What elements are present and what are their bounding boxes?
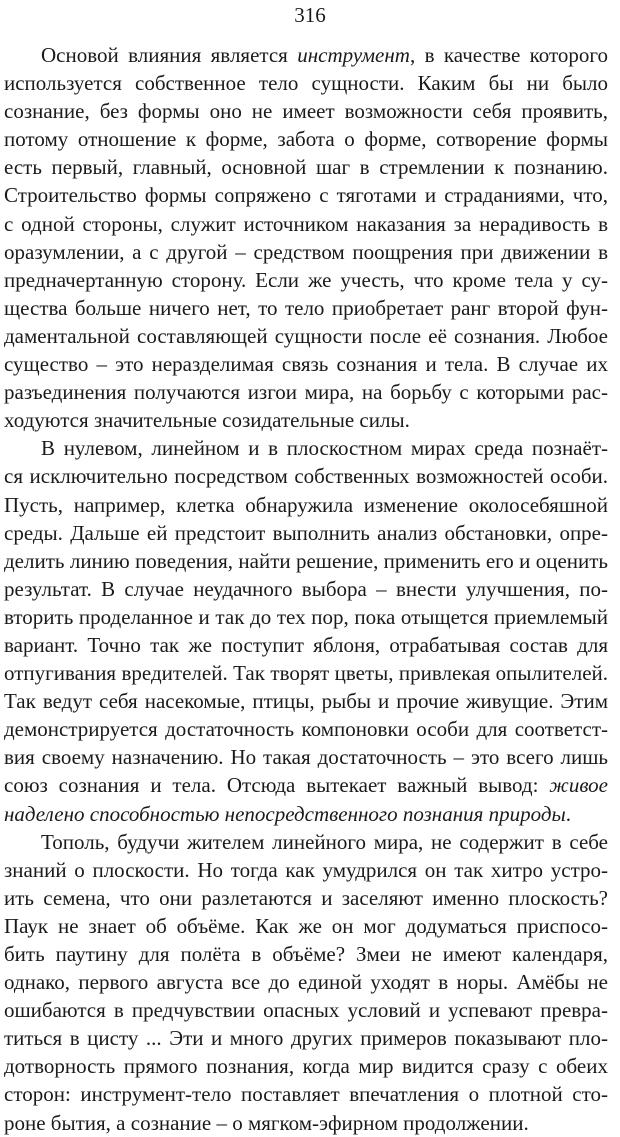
text-line <box>4 884 608 912</box>
text-segment: есть первый, главный, основной шаг в стремлении к познанию. <box>4 155 608 180</box>
italic-text: инструмент <box>297 43 410 67</box>
text-segment: сознание, без формы оно не имеет возможности себя проявить, <box>4 99 608 124</box>
text-line <box>4 462 608 490</box>
page-text <box>4 41 608 1137</box>
text-segment: оразумлении, а с другой – средством поощрения при движении в <box>4 239 608 264</box>
text-line <box>4 828 608 856</box>
text-segment: . <box>565 801 571 826</box>
text-line <box>4 181 608 209</box>
text-segment: ходуются значительные созидательные силы. <box>4 408 410 433</box>
text-line <box>4 378 608 406</box>
text-segment: с одной стороны, служит источником наказания за нерадивость в <box>4 211 608 236</box>
text-line <box>4 968 608 996</box>
text-segment: используется собственное тело сущности. Каким бы ни было <box>4 71 608 96</box>
text-segment: ся исключительно посредством собственных возможностей особи. <box>4 464 608 489</box>
text-line <box>4 125 608 153</box>
paragraph <box>4 828 608 1137</box>
text-segment: даментальной составляющей сущности после её сознания. Любое <box>4 323 608 348</box>
text-segment: знаний о плоскости. Но тогда как умудрился он так хитро устро- <box>4 857 608 882</box>
text-line <box>4 350 608 378</box>
text-segment: предначертанную сторону. Если же учесть, что кроме тела у су- <box>4 267 608 292</box>
text-line <box>4 659 608 687</box>
text-segment: вариант. Точно так же поступит яблоня, отрабатывая состав для <box>4 632 608 657</box>
text-line <box>4 153 608 181</box>
text-line <box>4 631 608 659</box>
text-line <box>4 856 608 884</box>
text-segment: среды. Дальше ей предстоит выполнить анализ обстановки, опре- <box>4 520 608 545</box>
text-segment: результат. В случае неудачного выбора – внести улучшения, по- <box>4 576 608 601</box>
text-line <box>4 97 608 125</box>
text-segment: Пусть, например, клетка обнаружила изменение околосебяшной <box>4 492 608 517</box>
text-segment: вторить проделанное и так до тех пор, пока отыщется приемлемый <box>4 604 608 629</box>
text-line <box>4 519 608 547</box>
text-segment: делить линию поведения, найти решение, применить его и оценить <box>4 548 608 573</box>
text-segment: отпугивания вредителей. Так творят цветы, привлекая опылителей. <box>4 661 608 686</box>
text-line <box>4 603 608 631</box>
text-segment: В нулевом, линейном и в плоскостном мирах среда познаёт- <box>41 436 608 461</box>
text-segment: щества больше ничего нет, то тело приобретает ранг второй фун- <box>4 295 608 320</box>
italic-text: наделено способностью непосредственного познания природы <box>4 801 566 826</box>
text-line <box>4 1109 608 1137</box>
page-number: 316 <box>294 3 326 27</box>
paragraph <box>4 434 608 827</box>
text-segment: демонстрируется достаточность компоновки особи для соответст- <box>4 717 608 742</box>
text-line <box>4 1024 608 1052</box>
paragraph <box>4 41 608 434</box>
text-segment: однако, первого августа все до единой уходят в норы. Амёбы не <box>4 970 608 995</box>
text-segment: , в качестве которого <box>409 43 608 67</box>
text-segment: существо – это неразделимая связь сознания и тела. В случае их <box>4 352 608 377</box>
text-segment: Паук не знает об объёме. Как же он мог додуматься приспосо- <box>4 913 608 938</box>
text-line <box>4 294 608 322</box>
text-line <box>4 547 608 575</box>
text-segment: разъединения получаются изгои мира, на борьбу с которыми рас- <box>4 380 608 405</box>
text-segment: союз сознания и тела. Отсюда вытекает важный вывод: <box>4 773 550 798</box>
text-line <box>4 406 608 434</box>
text-line <box>4 687 608 715</box>
text-segment: вия своему назначению. Но такая достаточность – это всего лишь <box>4 745 608 770</box>
text-line <box>4 434 608 462</box>
text-segment: потому отношение к форме, забота о форме, сотворение формы <box>4 127 608 152</box>
text-line <box>4 1080 608 1108</box>
text-segment: Основой влияния является <box>41 43 298 67</box>
text-line <box>4 743 608 771</box>
text-segment: сторон: инструмент-тело поставляет впечатления о плотной сто- <box>4 1082 608 1107</box>
text-line <box>4 491 608 519</box>
text-segment: роне бытия, а сознание – о мягком-эфирном продолжении. <box>4 1110 529 1135</box>
text-line <box>4 940 608 968</box>
text-line <box>4 238 608 266</box>
text-line <box>4 771 608 799</box>
text-line <box>4 1052 608 1080</box>
text-line <box>4 800 608 828</box>
text-line <box>4 322 608 350</box>
text-line <box>4 210 608 238</box>
text-segment: титься в цисту ... Эти и много других примеров показывают пло- <box>4 1026 608 1051</box>
text-line <box>4 266 608 294</box>
text-segment: Так ведут себя насекомые, птицы, рыбы и прочие живущие. Этим <box>4 689 608 714</box>
text-segment: дотворность прямого познания, когда мир видится сразу с обеих <box>4 1054 608 1079</box>
text-line <box>4 69 608 97</box>
text-line <box>4 715 608 743</box>
text-segment: бить паутину для полёта в объёме? Змеи не имеют календаря, <box>4 942 608 966</box>
italic-text: живое <box>549 773 608 798</box>
text-segment: Строительство формы сопряжено с тяготами и страданиями, что, <box>4 183 608 208</box>
text-line <box>4 575 608 603</box>
text-segment: ошибаются в предчувствии опасных условий и успевают превра- <box>4 998 608 1023</box>
text-line <box>4 912 608 940</box>
text-segment: Тополь, будучи жителем линейного мира, не содержит в себе <box>41 829 608 854</box>
text-line <box>4 41 608 69</box>
text-segment: ить семена, что они разлетаются и заселяют именно плоскость? <box>4 885 608 910</box>
text-line <box>4 996 608 1024</box>
